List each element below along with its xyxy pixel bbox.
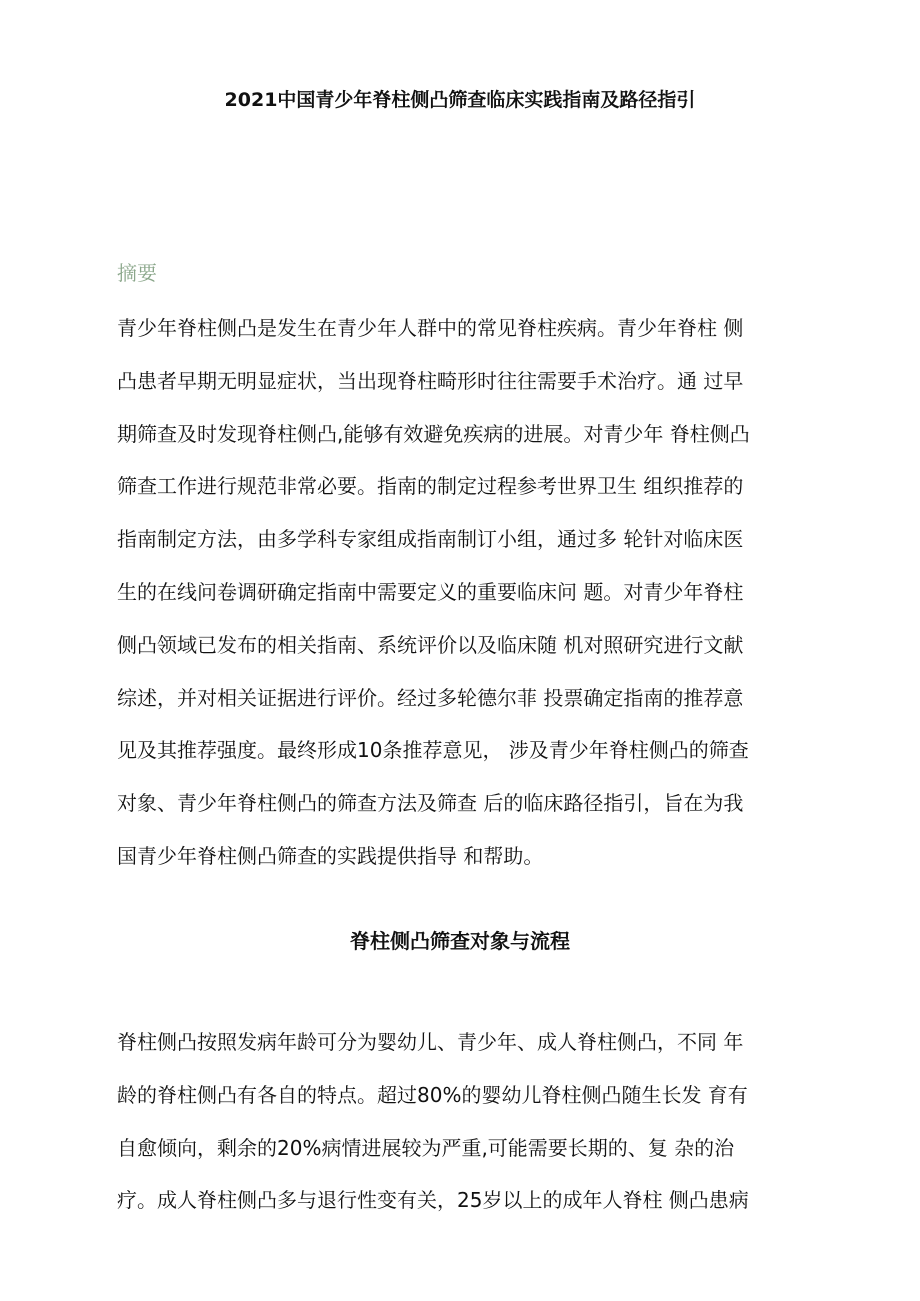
paragraph-line: 国青少年脊柱侧凸筛查的实践提供指导 和帮助。 (117, 843, 544, 868)
paragraph-line: 自愈倾向，剩余的20%病情进展较为严重,可能需要长期的、复 杂的治 (117, 1135, 735, 1160)
section-paragraph (117, 1016, 807, 1227)
abstract-paragraph (117, 302, 807, 883)
paragraph-line: 脊柱侧凸按照发病年龄可分为婴幼儿、青少年、成人脊柱侧凸，不同 年 (117, 1030, 744, 1054)
section-heading: 脊柱侧凸筛查对象与流程 (350, 929, 570, 953)
document-title: 2021中国青少年脊柱侧凸筛查临床实践指南及路径指引 (224, 89, 696, 111)
paragraph-line: 综述，并对相关证据进行评价。经过多轮德尔菲 投票确定指南的推荐意 (117, 685, 744, 710)
paragraph-line: 期筛查及时发现脊柱侧凸,能够有效避免疾病的进展。对青少年 脊柱侧凸 (117, 421, 750, 446)
paragraph-line: 侧凸领域已发布的相关指南、系统评价以及临床随 机对照研究进行文献 (117, 632, 744, 657)
abstract-heading: 摘要 (117, 261, 157, 285)
paragraph-line: 疗。成人脊柱侧凸多与退行性变有关，25岁以上的成年人脊柱 侧凸患病 (117, 1188, 749, 1213)
paragraph-line: 对象、青少年脊柱侧凸的筛查方法及筛查 后的临床路径指引，旨在为我 (117, 791, 744, 816)
paragraph-line: 筛查工作进行规范非常必要。指南的制定过程参考世界卫生 组织推荐的 (117, 474, 744, 499)
paragraph-line: 龄的脊柱侧凸有各自的特点。超过80%的婴幼儿脊柱侧凸随生长发 育有 (117, 1082, 748, 1107)
paragraph-line: 青少年脊柱侧凸是发生在青少年人群中的常见脊柱疾病。青少年脊柱 侧 (117, 316, 744, 340)
paragraph-line: 指南制定方法，由多学科专家组成指南制订小组，通过多 轮针对临床医 (117, 527, 744, 552)
paragraph-line: 见及其推荐强度。最终形成10条推荐意见， 涉及青少年脊柱侧凸的筛查 (117, 738, 749, 763)
paragraph-line: 凸患者早期无明显症状，当出现脊柱畸形时往往需要手术治疗。通 过早 (117, 368, 744, 393)
paragraph-line: 生的在线问卷调研确定指南中需要定义的重要临床问 题。对青少年脊柱 (117, 579, 744, 604)
